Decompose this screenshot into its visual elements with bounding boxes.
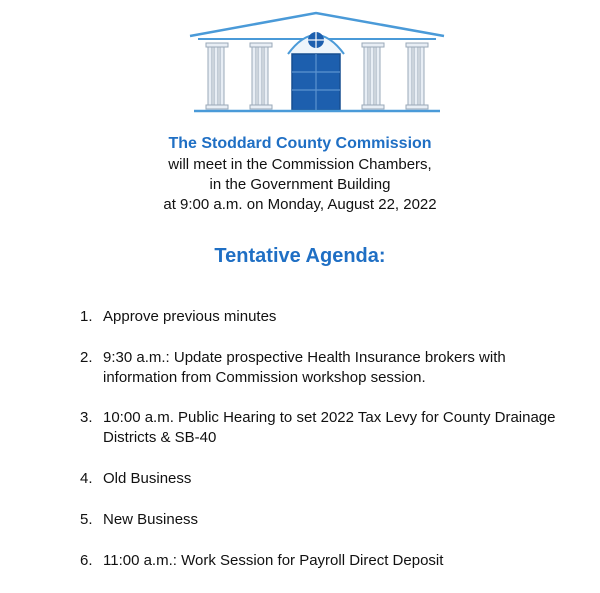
agenda-title: Tentative Agenda: — [214, 245, 386, 267]
agenda-item-number: 1. — [80, 308, 93, 325]
agenda-item-number: 2. — [80, 349, 93, 366]
agenda-item-text: 10:00 a.m. Public Hearing to set 2022 Tax Levy for County Drainage Districts & SB-40 — [103, 409, 556, 446]
agenda-item-number: 4. — [80, 470, 93, 487]
agenda-list — [80, 307, 580, 571]
agenda-item — [80, 408, 580, 448]
meeting-time-line: at 9:00 a.m. on Monday, August 22, 2022 — [163, 196, 437, 213]
agenda-item — [80, 348, 580, 388]
meeting-header — [0, 134, 600, 215]
agenda-item-text: New Business — [103, 511, 199, 528]
agenda-item-text: 9:30 a.m.: Update prospective Health Insurance brokers with information from Commission workshop session. — [103, 349, 506, 386]
meeting-building-line: in the Government Building — [209, 176, 391, 193]
courthouse-building-icon — [188, 10, 446, 114]
agenda-item-text: Old Business — [103, 470, 192, 487]
meeting-location-line: will meet in the Commission Chambers, — [168, 156, 432, 173]
agenda-item — [80, 469, 580, 489]
agenda-item — [80, 307, 580, 327]
agenda-item-number: 6. — [80, 552, 93, 569]
agenda-item-text: Approve previous minutes — [103, 308, 277, 325]
agenda-item-number: 5. — [80, 511, 93, 528]
agenda-item-number: 3. — [80, 409, 93, 426]
agenda-item — [80, 551, 580, 571]
agenda-item — [80, 510, 580, 530]
commission-name: The Stoddard County Commission — [168, 135, 432, 152]
agenda-item-text: 11:00 a.m.: Work Session for Payroll Direct Deposit — [103, 552, 444, 569]
